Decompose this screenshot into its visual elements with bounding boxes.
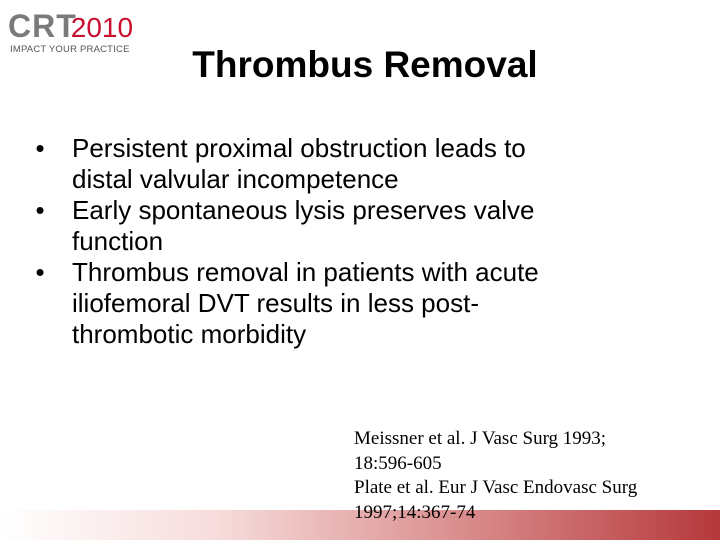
bullet-line: Early spontaneous lysis preserves valve — [72, 195, 535, 225]
bullet-line: function — [72, 226, 164, 256]
references — [354, 427, 720, 525]
bullet-line: thrombotic morbidity — [72, 319, 307, 349]
bullet-item — [30, 195, 680, 257]
reference-line: 18:596-605 — [354, 452, 442, 474]
logo-tagline: IMPACT YOUR PRACTICE — [10, 44, 130, 55]
bullet-item — [30, 133, 680, 195]
reference-line: 1997;14:367-74 — [354, 501, 476, 523]
bullet-line: Thrombus removal in patients with acute — [72, 257, 539, 287]
bullet-line: distal valvular incompetence — [72, 164, 399, 194]
slide-title: Thrombus Removal — [192, 44, 538, 85]
bullet-dot-icon: • — [35, 257, 45, 287]
logo-wordmark — [8, 8, 133, 44]
bullet-item — [30, 257, 680, 350]
bullet-list — [30, 133, 680, 350]
bullet-line: Persistent proximal obstruction leads to — [72, 133, 526, 163]
bullet-dot-icon: • — [35, 133, 45, 163]
logo-year: 2010 — [70, 12, 134, 43]
bullet-dot-icon: • — [35, 195, 45, 225]
reference-line: Plate et al. Eur J Vasc Endovasc Surg — [354, 477, 638, 498]
bullet-line: iliofemoral DVT results in less post- — [72, 288, 479, 318]
reference-line: Meissner et al. J Vasc Surg 1993; — [354, 428, 607, 449]
logo-brand: CRT — [8, 8, 77, 44]
